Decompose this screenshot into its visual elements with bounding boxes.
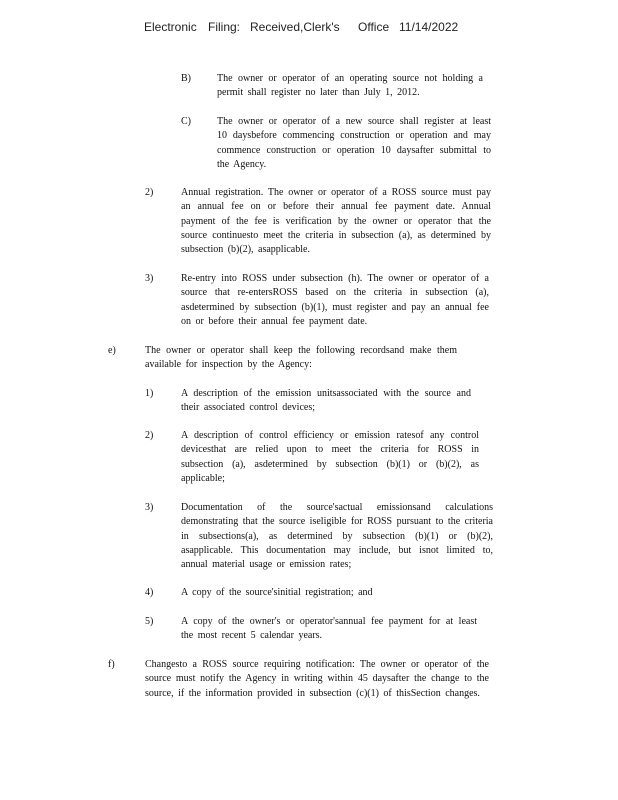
- paragraph-f: [108, 658, 489, 701]
- list-marker: C): [181, 116, 191, 127]
- list-marker: e): [108, 345, 116, 356]
- paragraph-d1C: [181, 115, 491, 172]
- paragraph-text: A description of control efficiency or emission ratesof any control devicesthat are relied upon to meet the criteria for ROSS in subsection (a), asdetermined by subsection (b)(1) or (b)(2), as applicable;: [181, 430, 479, 484]
- paragraph-text: Changesto a ROSS source requiring notification: The owner or operator of the source must notify the Agency in writing within 45 daysafter the change to the source, if the information provided in subsection (c)(1) of thisSection changes.: [145, 659, 489, 699]
- paragraph-text: The owner or operator of a new source shall register at least 10 daysbefore commencing construction or operation and may commence construction or operation 10 daysafter submittal to the Agency.: [217, 116, 491, 170]
- list-marker: f): [108, 659, 115, 670]
- list-marker: 4): [145, 587, 154, 598]
- list-marker: B): [181, 73, 191, 84]
- list-marker: 2): [145, 187, 154, 198]
- paragraph-text: A copy of the owner's or operator'sannual fee payment for at least the most recent 5 calendar years.: [181, 616, 477, 642]
- list-marker: 5): [145, 616, 154, 627]
- paragraph-d2: [145, 186, 491, 257]
- paragraph-text: Re-entry into ROSS under subsection (h). The owner or operator of a source that re-entersROSS based on the criteria in subsection (a), asdetermined by subsection (b)(1), must register and pay an annual fee on or before their annual fee payment date.: [181, 273, 489, 327]
- paragraph-e1: [145, 387, 471, 416]
- filing-stamp-office: Office: [358, 20, 390, 34]
- paragraph-e3: [145, 501, 493, 572]
- filing-stamp-received: Received,Clerk's: [250, 20, 340, 34]
- filing-stamp-date: 11/14/2022: [399, 20, 459, 34]
- paragraph-e5: [145, 615, 477, 644]
- filing-stamp-filing: Filing:: [208, 20, 241, 34]
- paragraph-e4: [145, 586, 481, 600]
- filing-stamp-electronic: Electronic: [144, 20, 197, 34]
- paragraph-d1B: [181, 72, 483, 101]
- paragraph-text: A description of the emission unitsassociated with the source and their associated control devices;: [181, 388, 471, 414]
- paragraph-e: [108, 344, 457, 373]
- list-marker: 1): [145, 388, 154, 399]
- paragraph-e2: [145, 429, 479, 486]
- paragraph-text: Annual registration. The owner or operator of a ROSS source must pay an annual fee on or before their annual fee payment date. Annual payment of the fee is verification by the owner or operator that the source continuesto meet the criteria in subsection (a), as determined by subsection (b)(2), asapplicable.: [181, 187, 491, 256]
- paragraph-text: A copy of the source'sinitial registration; and: [181, 587, 373, 598]
- list-marker: 3): [145, 502, 154, 513]
- paragraph-text: The owner or operator of an operating source not holding a permit shall register no later than July 1, 2012.: [217, 73, 483, 99]
- paragraph-text: Documentation of the source'sactual emissionsand calculations demonstrating that the source iseligible for ROSS pursuant to the criteria in subsections(a), as determined by subsection (b)(1) or (b)(2), asapplicable. This documentation may include, but isnot limited to, annual material usage or emission rates;: [181, 502, 493, 571]
- paragraph-d3: [145, 272, 489, 329]
- list-marker: 2): [145, 430, 154, 441]
- paragraph-text: The owner or operator shall keep the following recordsand make them available for inspection by the Agency:: [145, 345, 457, 371]
- list-marker: 3): [145, 273, 154, 284]
